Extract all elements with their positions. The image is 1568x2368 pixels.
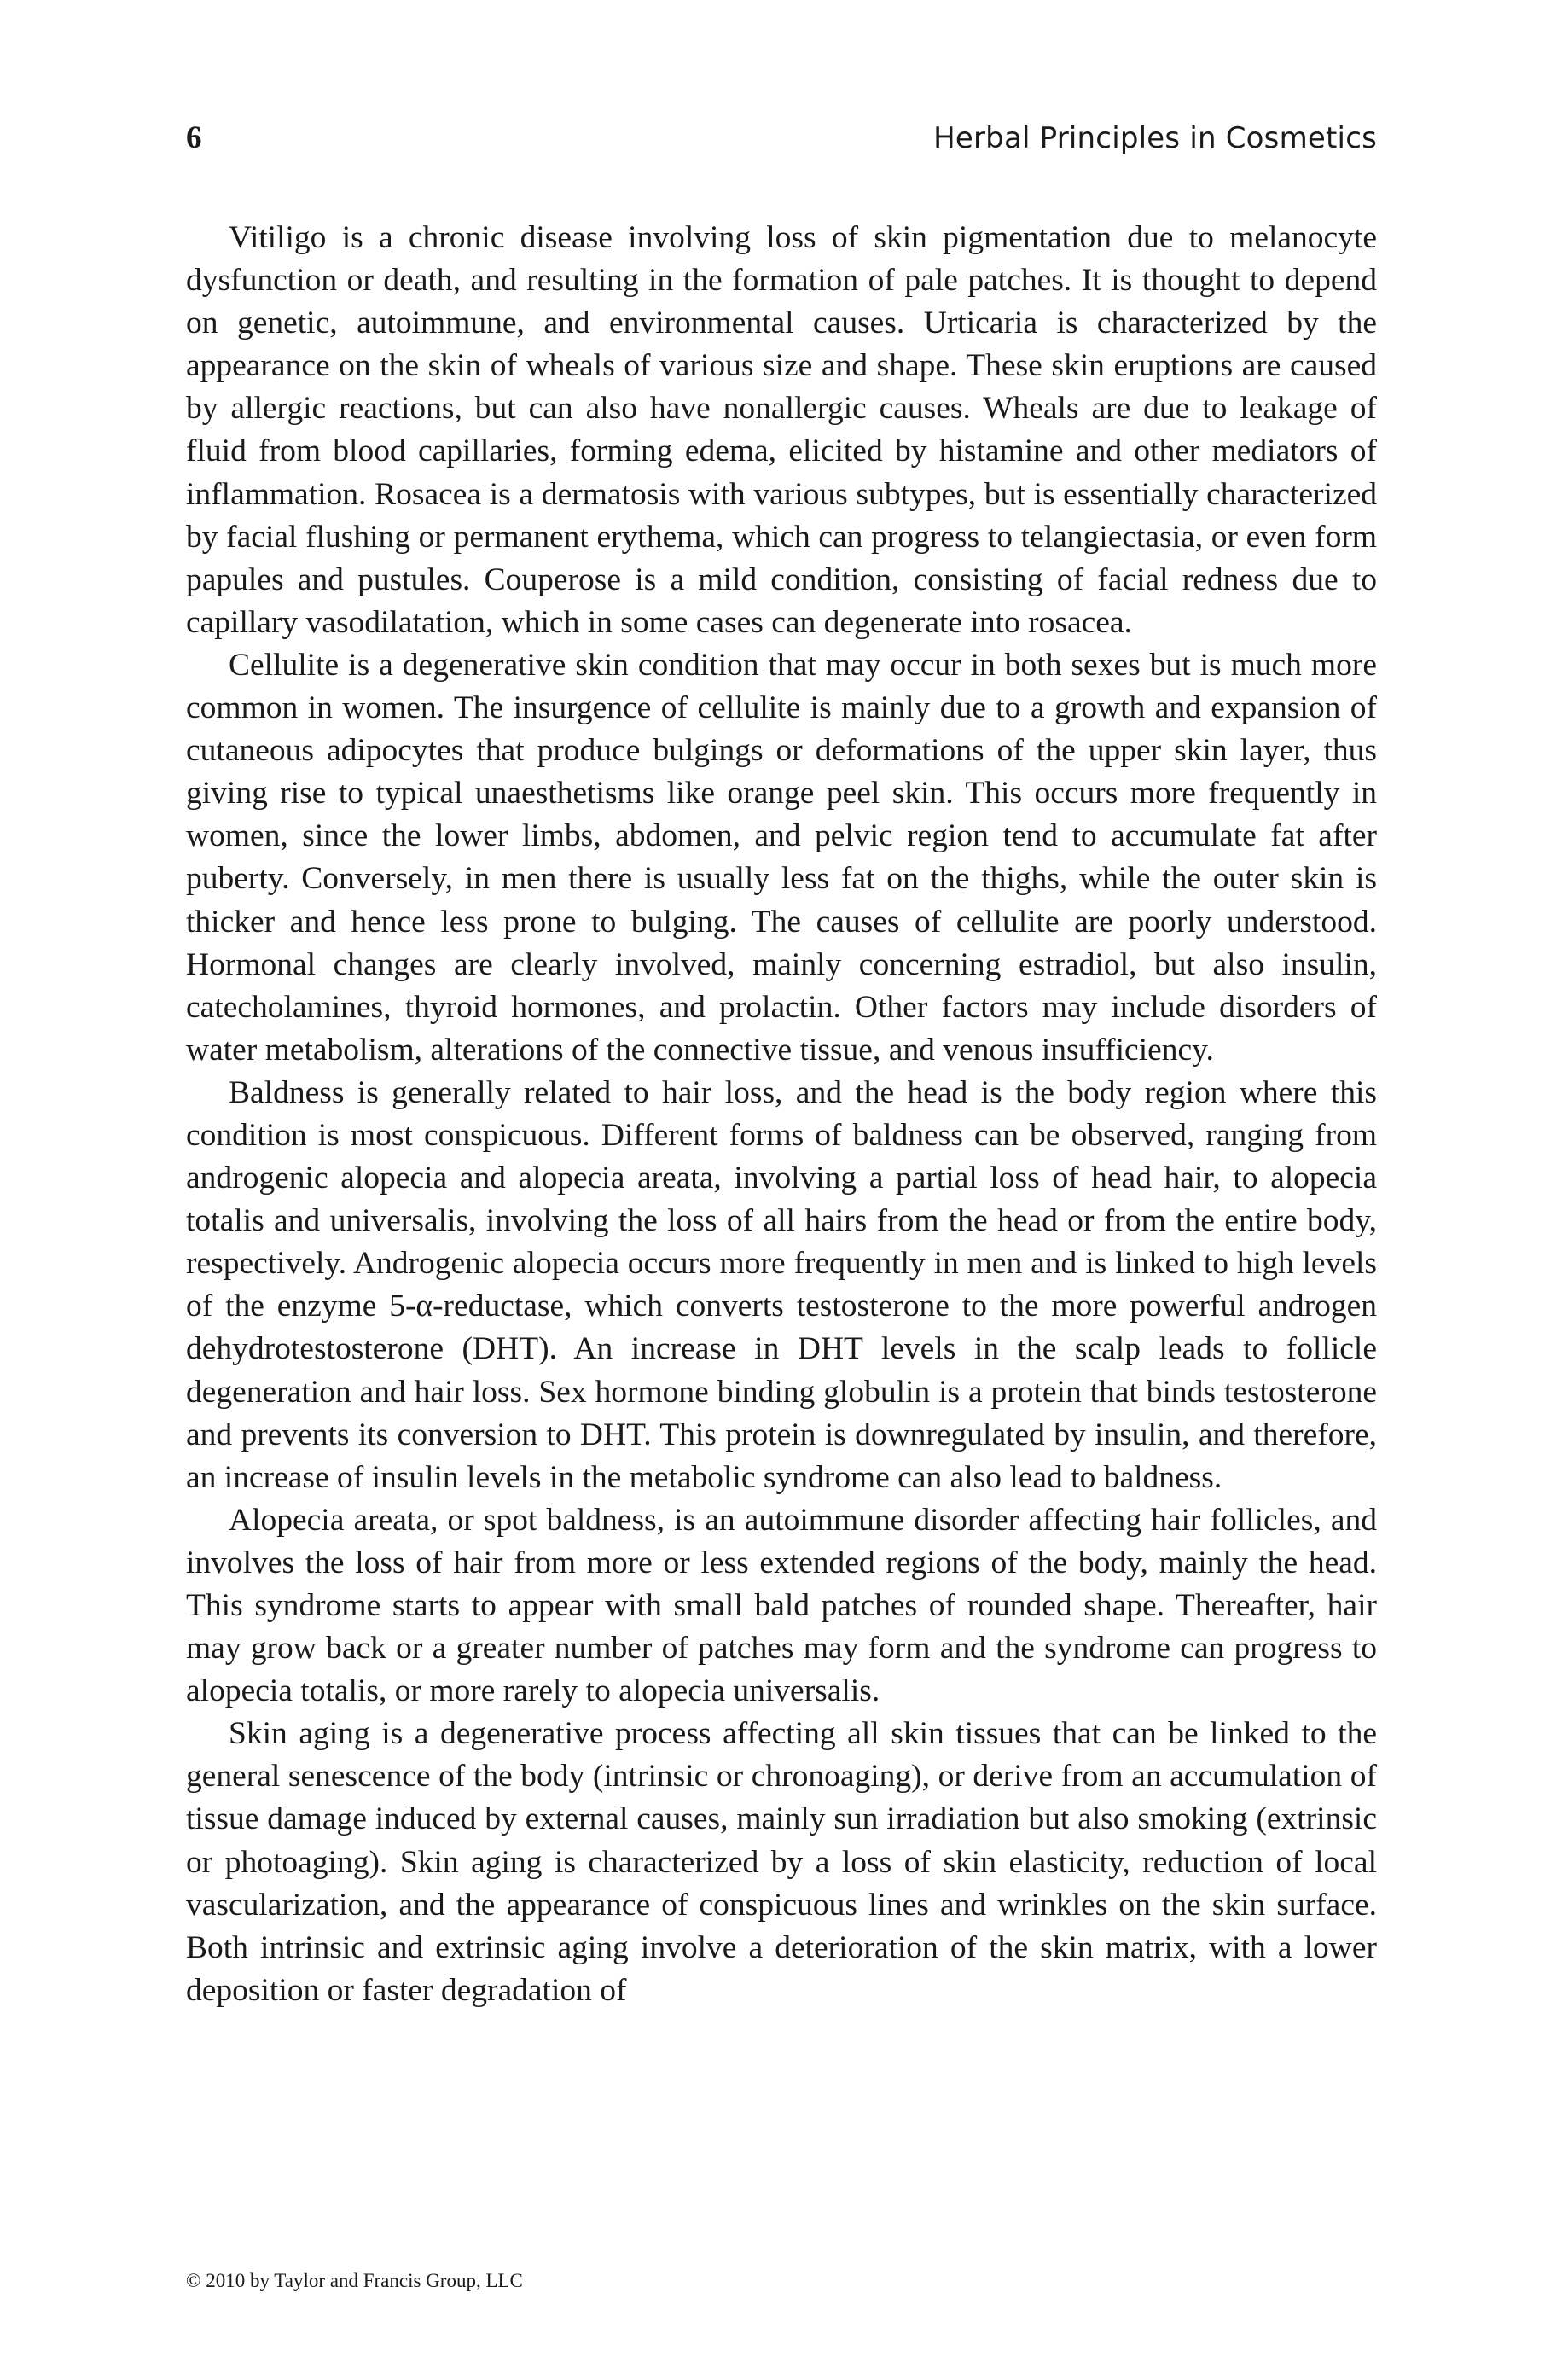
page-number: 6	[186, 120, 202, 155]
paragraph-baldness: Baldness is generally related to hair loss, and the head is the body region where this condition is most conspicuous. Different forms of baldness can be observed, ranging from androgenic alopecia and alopecia areata, involving a partial loss of head hair, to alopecia totalis and universalis, involving the loss of all hairs from the head or from the entire body, respectively. Androgenic alopecia occurs more frequently in men and is linked to high levels of the enzyme 5-α-reductase, which converts testosterone to the more powerful androgen dehydrotestosterone (DHT). An increase in DHT levels in the scalp leads to follicle degeneration and hair loss. Sex hormone binding globulin is a protein that binds testosterone and prevents its conversion to DHT. This protein is downregulated by insulin, and therefore, an increase of insulin levels in the metabolic syndrome can also lead to baldness.	[186, 1074, 1377, 1495]
page-header	[186, 116, 1377, 160]
copyright-footer: © 2010 by Taylor and Francis Group, LLC	[186, 2270, 523, 2291]
paragraph-alopecia-areata: Alopecia areata, or spot baldness, is an autoimmune disorder affecting hair follicles, and involves the loss of hair from more or less extended regions of the body, mainly the head. This syndrome starts to appear with small bald patches of rounded shape. Thereafter, hair may grow back or a greater number of patches may form and the syndrome can progress to alopecia totalis, or more rarely to alopecia universalis.	[186, 1502, 1377, 1709]
body-text	[186, 217, 1377, 2012]
running-title: Herbal Principles in Cosmetics	[933, 121, 1377, 155]
paragraph-skin-aging: Skin aging is a degenerative process affecting all skin tissues that can be linked to the general senescence of the body (intrinsic or chronoaging), or derive from an accumulation of tissue damage induced by external causes, mainly sun irradiation but also smoking (extrinsic or photoaging). Skin aging is characterized by a loss of skin elasticity, reduction of local vascularization, and the appearance of conspicuous lines and wrinkles on the skin surface. Both intrinsic and extrinsic aging involve a deterioration of the skin matrix, with a lower deposition or faster degradation of	[186, 1716, 1377, 2008]
paragraph-vitiligo: Vitiligo is a chronic disease involving loss of skin pigmentation due to melanocyte dysfunction or death, and resulting in the formation of pale patches. It is thought to depend on genetic, autoimmune, and environmental causes. Urticaria is characterized by the appearance on the skin of wheals of various size and shape. These skin eruptions are caused by allergic reactions, but can also have nonallergic causes. Wheals are due to leakage of fluid from blood capillaries, forming edema, elicited by histamine and other mediators of inflammation. Rosacea is a dermatosis with various subtypes, but is essentially characterized by facial flushing or permanent erythema, which can progress to telangiectasia, or even form papules and pustules. Couperose is a mild condition, consisting of facial redness due to capillary vasodilatation, which in some cases can degenerate into rosacea.	[186, 220, 1377, 640]
paragraph-cellulite: Cellulite is a degenerative skin condition that may occur in both sexes but is much more common in women. The insurgence of cellulite is mainly due to a growth and expansion of cutaneous adipocytes that produce bulgings or deformations of the upper skin layer, thus giving rise to typical unaesthetisms like orange peel skin. This occurs more frequently in women, since the lower limbs, abdomen, and pelvic region tend to accumulate fat after puberty. Conversely, in men there is usually less fat on the thighs, while the outer skin is thicker and hence less prone to bulging. The causes of cellulite are poorly understood. Hormonal changes are clearly involved, mainly concerning estradiol, but also insulin, catecholamines, thyroid hormones, and prolactin. Other factors may include disorders of water metabolism, alterations of the connective tissue, and venous insufficiency.	[186, 647, 1377, 1068]
